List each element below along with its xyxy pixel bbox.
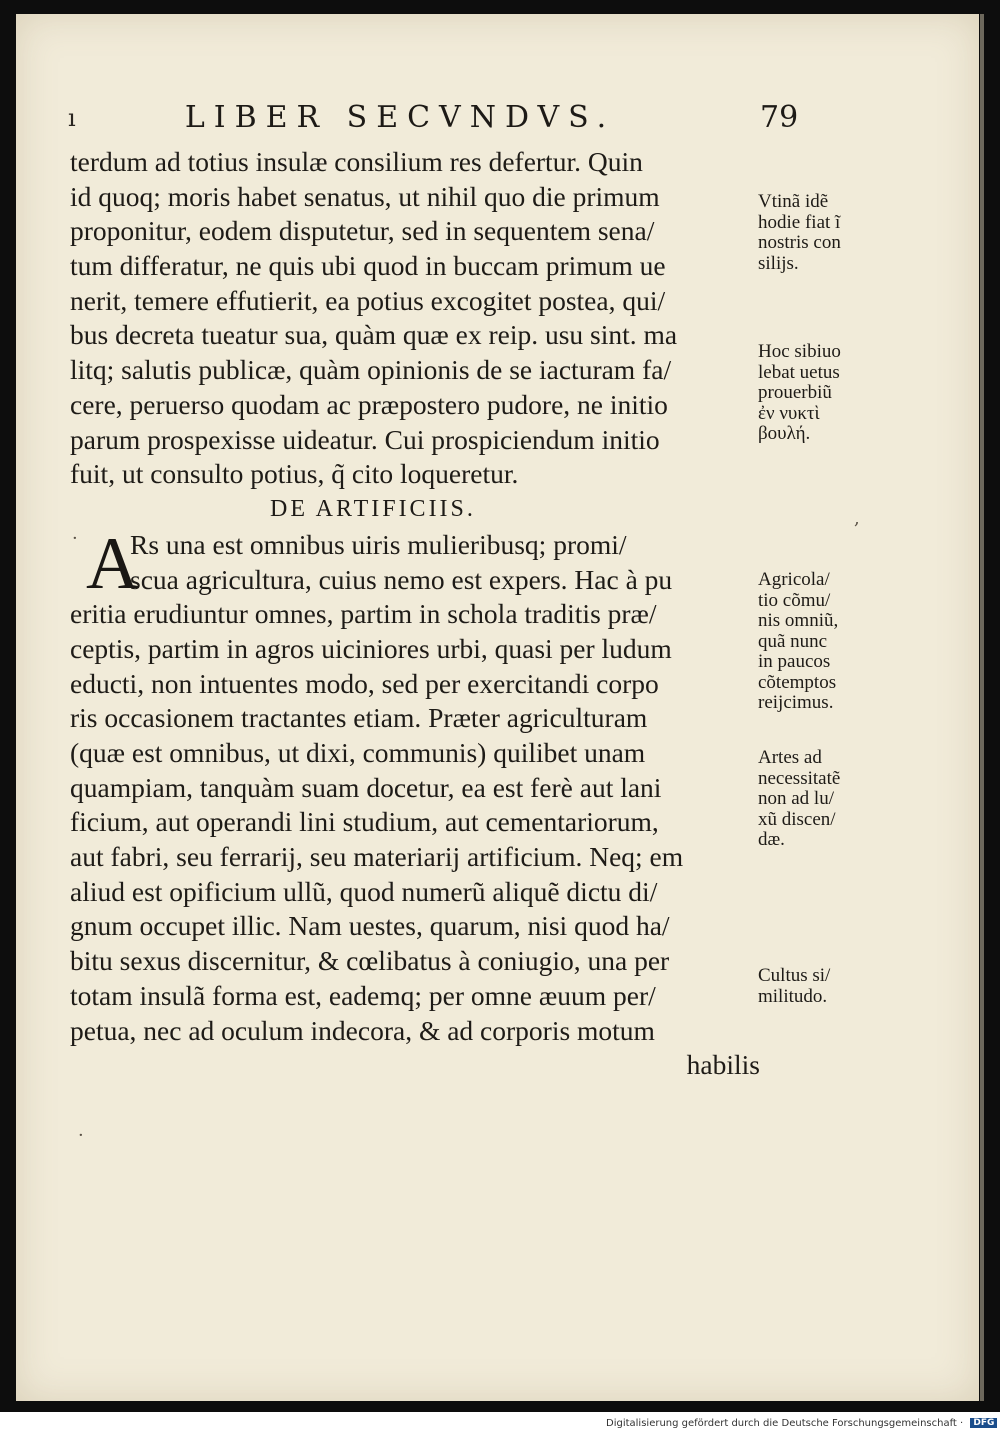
funding-footer	[606, 1418, 995, 1434]
marginal-note-line: in paucos	[758, 651, 831, 672]
running-head-mark: ı	[68, 104, 76, 132]
marginal-note-line: ἐν νυκτὶ	[758, 402, 820, 424]
text-line: Rs una est omnibus uiris mulieribusq; promi/	[130, 528, 627, 560]
text-line: terdum ad totius insulæ consilium res defertur. Quin	[70, 146, 643, 177]
marginal-note	[758, 192, 878, 274]
marginal-note-line: militudo.	[758, 985, 828, 1007]
text-line: ceptis, partim in agros uiciniores urbi, quasi per ludum	[70, 632, 672, 664]
marginal-note-line: nis omniũ,	[758, 610, 839, 631]
catchword: habilis	[686, 1049, 760, 1081]
funding-text: Digitalisierung gefördert durch die Deutsche Forschungsgemeinschaft ·	[606, 1418, 964, 1429]
marginal-note	[758, 570, 878, 714]
text-line: aut fabri, seu ferrarij, seu materiarij artificium. Neq; em	[70, 841, 684, 873]
text-line: ris occasionem tractantes etiam. Præter agriculturam	[70, 702, 648, 734]
text-line: petua, nec ad oculum indecora, & ad corporis motum	[70, 1014, 655, 1046]
marginal-note-line: cõtemptos	[758, 671, 837, 693]
running-head	[60, 100, 900, 140]
text-line: bus decreta tueatur sua, quàm quæ ex reip. usu sint. ma	[70, 319, 678, 351]
marginal-note-line: Vtinã idẽ	[758, 191, 829, 212]
text-line: cere, peruerso quodam ac præpostero pudore, ne initio	[70, 388, 668, 420]
text-line: litq; salutis publicæ, quàm opinionis de se iacturam fa/	[70, 354, 672, 386]
marginal-note-line: dæ.	[758, 829, 785, 850]
text-line: fuit, ut consulto potius, q̃ cito loqueretur.	[70, 458, 519, 490]
text-line: aliud est opificium ullũ, quod numerũ aliquẽ dictu di/	[70, 875, 658, 907]
drop-cap: A	[86, 522, 140, 605]
section-heading: DE ARTIFICIIS.	[270, 495, 476, 522]
stray-mark: ·	[78, 1125, 84, 1146]
text-line: nerit, temere effutierit, ea potius excogitet postea, qui/	[70, 284, 666, 316]
running-head-title: LIBER SECVNDVS.	[184, 100, 616, 135]
marginal-note	[758, 966, 878, 1007]
marginal-note-line: prouerbiũ	[758, 382, 832, 403]
page-number: 79	[760, 100, 799, 135]
marginal-note-line: necessitatẽ	[758, 767, 841, 789]
text-line: tum differatur, ne quis ubi quod in buccam primum ue	[70, 250, 666, 282]
marginal-note	[758, 342, 878, 445]
marginal-note-line: Cultus si/	[758, 965, 831, 986]
text-line: parum prospexisse uideatur. Cui prospiciendum initio	[70, 423, 660, 455]
marginal-note-line: tio cõmu/	[758, 589, 831, 611]
section-opening	[70, 522, 760, 605]
marginal-note-line: nostris con	[758, 232, 841, 253]
text-line: bitu sexus discernitur, & cœlibatus à coniugio, una per	[70, 945, 670, 977]
marginal-note-line: Hoc sibiuo	[758, 341, 841, 362]
text-line: scua agricultura, cuius nemo est expers. Hac à pu	[130, 563, 673, 595]
text-line: eritia erudiuntur omnes, partim in schola traditis præ/	[70, 598, 657, 630]
text-line: ficium, aut operandi lini studium, aut cementariorum,	[70, 806, 659, 838]
text-line: id quoq; moris habet senatus, ut nihil quo die primum	[70, 180, 660, 212]
marginal-note-line: non ad lu/	[758, 788, 834, 809]
main-text-block	[70, 145, 760, 1083]
marginal-note-line: quã nunc	[758, 630, 828, 652]
marginal-note-line: xũ discen/	[758, 808, 836, 830]
text-line: quampiam, tanquàm suam docetur, ea est ferè aut lani	[70, 771, 662, 803]
marginal-note-line: Artes ad	[758, 747, 822, 768]
stray-mark: ,	[854, 508, 860, 529]
page-edge	[980, 14, 984, 1401]
marginal-note-line: hodie fiat ĩ	[758, 211, 841, 233]
text-line: (quæ est omnibus, ut dixi, communis) quilibet unam	[70, 737, 646, 768]
stray-mark: ·	[72, 528, 78, 549]
marginal-note-line: reijcimus.	[758, 692, 834, 713]
text-line: gnum occupet illic. Nam uestes, quarum, nisi quod ha/	[70, 910, 670, 942]
marginal-note	[758, 748, 878, 851]
marginal-note-line: βουλή.	[758, 423, 811, 444]
text-line: educti, non intuentes modo, sed per exercitandi corpo	[70, 667, 659, 699]
marginal-note-line: silijs.	[758, 252, 799, 274]
text-line: totam insulã forma est, eademq; per omne æuum per/	[70, 979, 656, 1011]
text-line: proponitur, eodem disputetur, sed in sequentem sena/	[70, 215, 655, 247]
marginal-note-line: lebat uetus	[758, 361, 840, 383]
marginal-note-line: Agricola/	[758, 569, 830, 590]
dfg-logo: DFG	[970, 1418, 997, 1428]
